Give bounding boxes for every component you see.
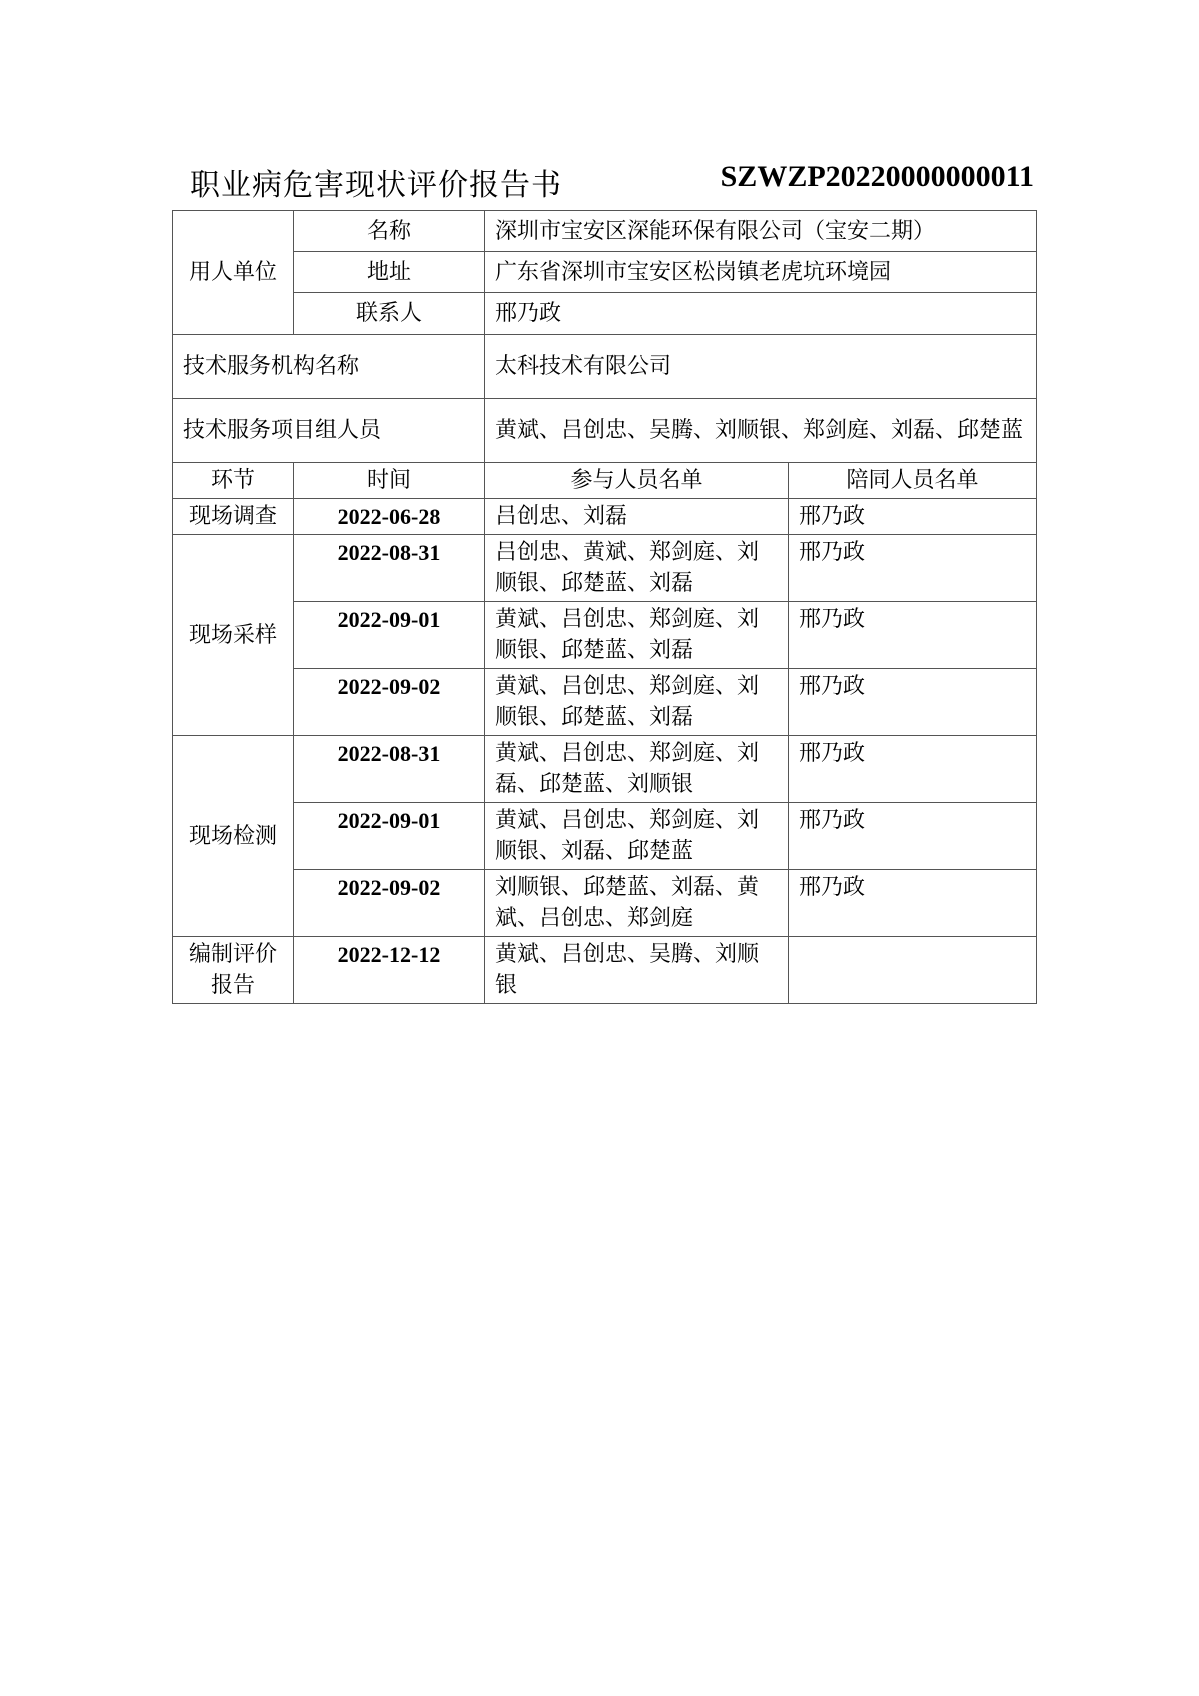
employer-name-value: 深圳市宝安区深能环保有限公司（宝安二期） [485,211,1037,252]
stage-date: 2022-12-12 [294,937,485,1004]
title-row [190,160,1050,204]
participants-cell: 黄斌、吕创忠、郑剑庭、刘磊、邱楚蓝、刘顺银 [485,736,789,803]
escorts-cell: 邢乃政 [789,499,1037,535]
employer-contact-value: 邢乃政 [485,293,1037,335]
stage-date: 2022-08-31 [294,736,485,803]
table-row [173,803,1037,870]
stage-label: 编制评价报告 [173,937,294,1004]
project-team-row [173,399,1037,463]
project-team-value: 黄斌、吕创忠、吴腾、刘顺银、郑剑庭、刘磊、邱楚蓝 [485,399,1037,463]
stage-date: 2022-09-01 [294,803,485,870]
table-row [173,669,1037,736]
table-row [173,535,1037,602]
escorts-cell: 邢乃政 [789,535,1037,602]
table-row [173,937,1037,1004]
employer-address-row [173,252,1037,293]
table-row [173,602,1037,669]
stage-date: 2022-06-28 [294,499,485,535]
column-header-row [173,463,1037,499]
document-title: 职业病危害现状评价报告书 [190,168,562,203]
participants-cell: 吕创忠、黄斌、郑剑庭、刘顺银、邱楚蓝、刘磊 [485,535,789,602]
stage-label: 现场采样 [173,535,294,736]
escorts-cell: 邢乃政 [789,803,1037,870]
stage-date: 2022-09-02 [294,669,485,736]
agency-row [173,335,1037,399]
stage-date: 2022-09-02 [294,870,485,937]
escorts-cell [789,937,1037,1004]
escorts-cell: 邢乃政 [789,870,1037,937]
employer-address-label: 地址 [294,252,485,293]
escorts-cell: 邢乃政 [789,602,1037,669]
stage-date: 2022-09-01 [294,602,485,669]
agency-label: 技术服务机构名称 [173,335,485,399]
column-header-stage: 环节 [173,463,294,499]
document-code: SZWZP20220000000011 [720,160,1034,193]
employer-contact-label: 联系人 [294,293,485,335]
participants-cell: 黄斌、吕创忠、郑剑庭、刘顺银、邱楚蓝、刘磊 [485,669,789,736]
column-header-escorts: 陪同人员名单 [789,463,1037,499]
project-team-label: 技术服务项目组人员 [173,399,485,463]
participants-cell: 黄斌、吕创忠、郑剑庭、刘顺银、邱楚蓝、刘磊 [485,602,789,669]
table-row [173,736,1037,803]
stage-label: 现场检测 [173,736,294,937]
escorts-cell: 邢乃政 [789,736,1037,803]
employer-section-label: 用人单位 [173,211,294,335]
employer-name-row [173,211,1037,252]
agency-value: 太科技术有限公司 [485,335,1037,399]
participants-cell: 刘顺银、邱楚蓝、刘磊、黄斌、吕创忠、郑剑庭 [485,870,789,937]
participants-cell: 黄斌、吕创忠、郑剑庭、刘顺银、刘磊、邱楚蓝 [485,803,789,870]
participants-cell: 黄斌、吕创忠、吴腾、刘顺银 [485,937,789,1004]
escorts-cell: 邢乃政 [789,669,1037,736]
employer-name-label: 名称 [294,211,485,252]
stage-date: 2022-08-31 [294,535,485,602]
stage-label: 现场调查 [173,499,294,535]
column-header-time: 时间 [294,463,485,499]
column-header-participants: 参与人员名单 [485,463,789,499]
employer-address-value: 广东省深圳市宝安区松岗镇老虎坑环境园 [485,252,1037,293]
table-row [173,870,1037,937]
report-info-table [172,210,1037,1004]
table-row [173,499,1037,535]
employer-contact-row [173,293,1037,335]
participants-cell: 吕创忠、刘磊 [485,499,789,535]
